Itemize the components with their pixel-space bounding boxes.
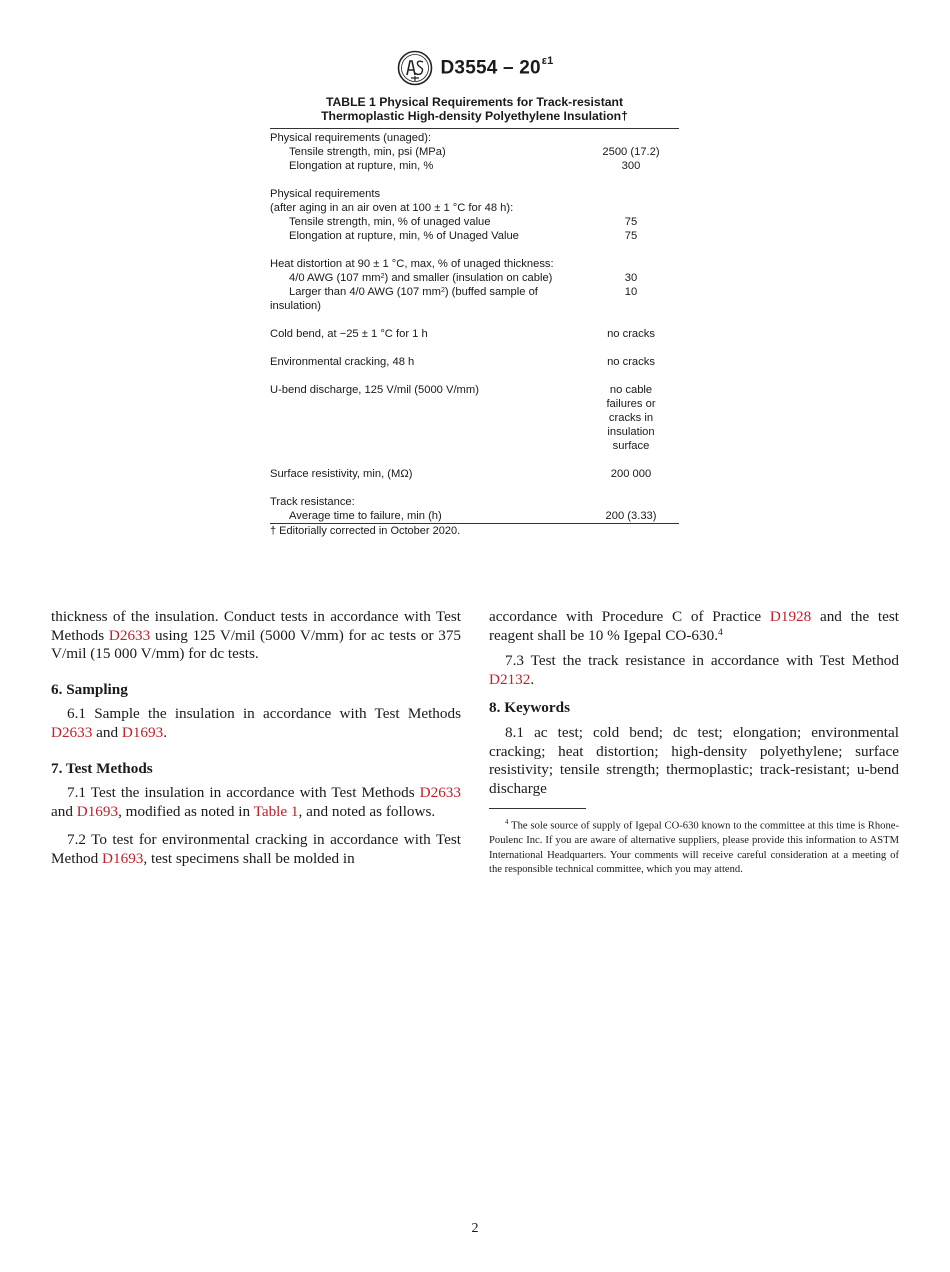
section-7-heading: 7. Test Methods [51, 759, 153, 777]
link-d1693[interactable]: D1693 [102, 849, 144, 867]
table-row-head: (after aging in an air oven at 100 ± 1 °C for 48 h): [270, 202, 514, 214]
section-8-heading: 8. Keywords [489, 699, 570, 717]
table-row: Larger than 4/0 AWG (107 $mm^2$) (buffed sample of 10 [289, 286, 638, 298]
table-title: TABLE 1 Physical Requirements for Track-resistant Thermoplastic High-density Polyethylene Insulation† [321, 95, 628, 123]
table-row-head: Track resistance: [270, 496, 355, 508]
page-header [0, 50, 950, 86]
right-column [489, 608, 899, 878]
paragraph: accordance with Procedure C of Practice D1928 and the test reagent shall be 10 % Igepal CO-630.$^4$ [489, 608, 900, 644]
paragraph-8-1: 8.1 ac test; cold bend; dc test; elongation; environmental cracking; heat distortion; high-density polyethylene; surface resistivity; tensile strength; thermoplastic; track-resistant; u-bend discharge [489, 723, 899, 797]
link-d1693[interactable]: D1693 [121, 723, 164, 741]
table-row: 4/0 AWG (107 $mm^2$) and smaller (insulation on cable) 30 [289, 272, 638, 284]
document-designation: $D3554 - 20^{\varepsilon 1}$ [440, 54, 554, 79]
epsilon-superscript: ε1 [541, 54, 554, 67]
table-body: Physical requirements (unaged): Tensile strength, min, psi (MPa) 2500 (17.2) Elongation at rupture, min, % 300 Physical requirements (after aging in an air oven at 100 ± 1 °C for 48 h): Tensile strength, min, % of unaged value 75 Elongation at rupture, min, % of Unaged Value 75 Heat distortion at 90 ± 1 °C, max, % of unaged thickness: 4/0 AWG (107 $mm^2$) and smaller (insulation on cable) 30 Larger than 4/0 AWG (107 $mm^2$) (buffed sample of 10 insulation) Cold bend, at −25 ± 1 °C for 1 h no cracks Environmental cracking, 48 h no cracks U-bend discharge, 125 V/mil (5000 V/mm) no cable failures or cracks in insulation surface Surface resistivity, min, (MΩ) 200 000 Track resistance: Average time to failure, min (h) 200 (3.33) [270, 129, 679, 523]
section-6-heading: 6. Sampling [51, 680, 128, 698]
table-row-head: Physical requirements (unaged): [270, 132, 432, 144]
footnote-4: $^4$ The sole source of supply of Igepal CO-630 known to the committee at this time is Rhone-Poulenc Inc. If you are aware of alternative suppliers, please provide this information to ASTM International Headquarters. Your comments will receive careful consideration at a meeting of the responsible technical committee, which you may attend. [489, 818, 899, 876]
link-d2633[interactable]: D2633 [419, 784, 461, 802]
paragraph-7-2: 7.2 To test for environmental cracking in accordance with Test Method D1693, test specimens shall be molded in [51, 831, 461, 867]
astm-logo-icon [397, 50, 433, 86]
paragraph: thickness of the insulation. Conduct tests in accordance with Test Methods D2633 using 125 V/mil (5000 V/mm) for ac tests or 375 V/mil (15 000 V/mm) for dc tests. [51, 608, 462, 663]
table-row: Elongation at rupture, min, % 300 [289, 160, 641, 172]
table-row-head: Physical requirements [270, 188, 381, 200]
table-row: Cold bend, at −25 ± 1 °C for 1 h no cracks [270, 328, 655, 340]
table-row: Average time to failure, min (h) 200 (3.33) [289, 510, 657, 522]
link-d1693[interactable]: D1693 [76, 802, 119, 820]
left-column [51, 608, 461, 869]
table-row: Surface resistivity, min, (MΩ) 200 000 [270, 468, 652, 480]
table-row: Elongation at rupture, min, % of Unaged Value 75 [289, 230, 638, 242]
link-d1928[interactable]: D1928 [769, 608, 812, 625]
paragraph-6-1: 6.1 Sample the insulation in accordance with Test Methods D2633 and D1693. [51, 705, 461, 741]
link-d2633[interactable]: D2633 [51, 723, 93, 741]
link-d2633[interactable]: D2633 [108, 626, 151, 644]
table-row: Tensile strength, min, % of unaged value 75 [289, 216, 638, 228]
page-number: 2 [471, 1221, 479, 1236]
table-row: Environmental cracking, 48 h no cracks [270, 356, 655, 368]
link-table-1[interactable]: Table 1 [253, 802, 299, 820]
link-d2132[interactable]: D2132 [489, 670, 531, 688]
table-row: U-bend discharge, 125 V/mil (5000 V/mm) no cable failures or cracks in insulation surface [270, 384, 656, 452]
footnote-rule [489, 808, 586, 809]
table-1 [270, 95, 679, 538]
footnote-ref[interactable]: 4 [718, 627, 723, 638]
paragraph-7-3: 7.3 Test the track resistance in accordance with Test Method D2132. [489, 652, 899, 688]
table-row-head: Heat distortion at 90 ± 1 °C, max, % of unaged thickness: [270, 258, 554, 270]
paragraph-7-1: 7.1 Test the insulation in accordance with Test Methods D2633 and D1693, modified as noted in Table 1, and noted as follows. [51, 784, 461, 820]
table-row: Tensile strength, min, psi (MPa) 2500 (17.2) [289, 146, 660, 158]
table-footnote: † Editorially corrected in October 2020. [270, 525, 461, 537]
